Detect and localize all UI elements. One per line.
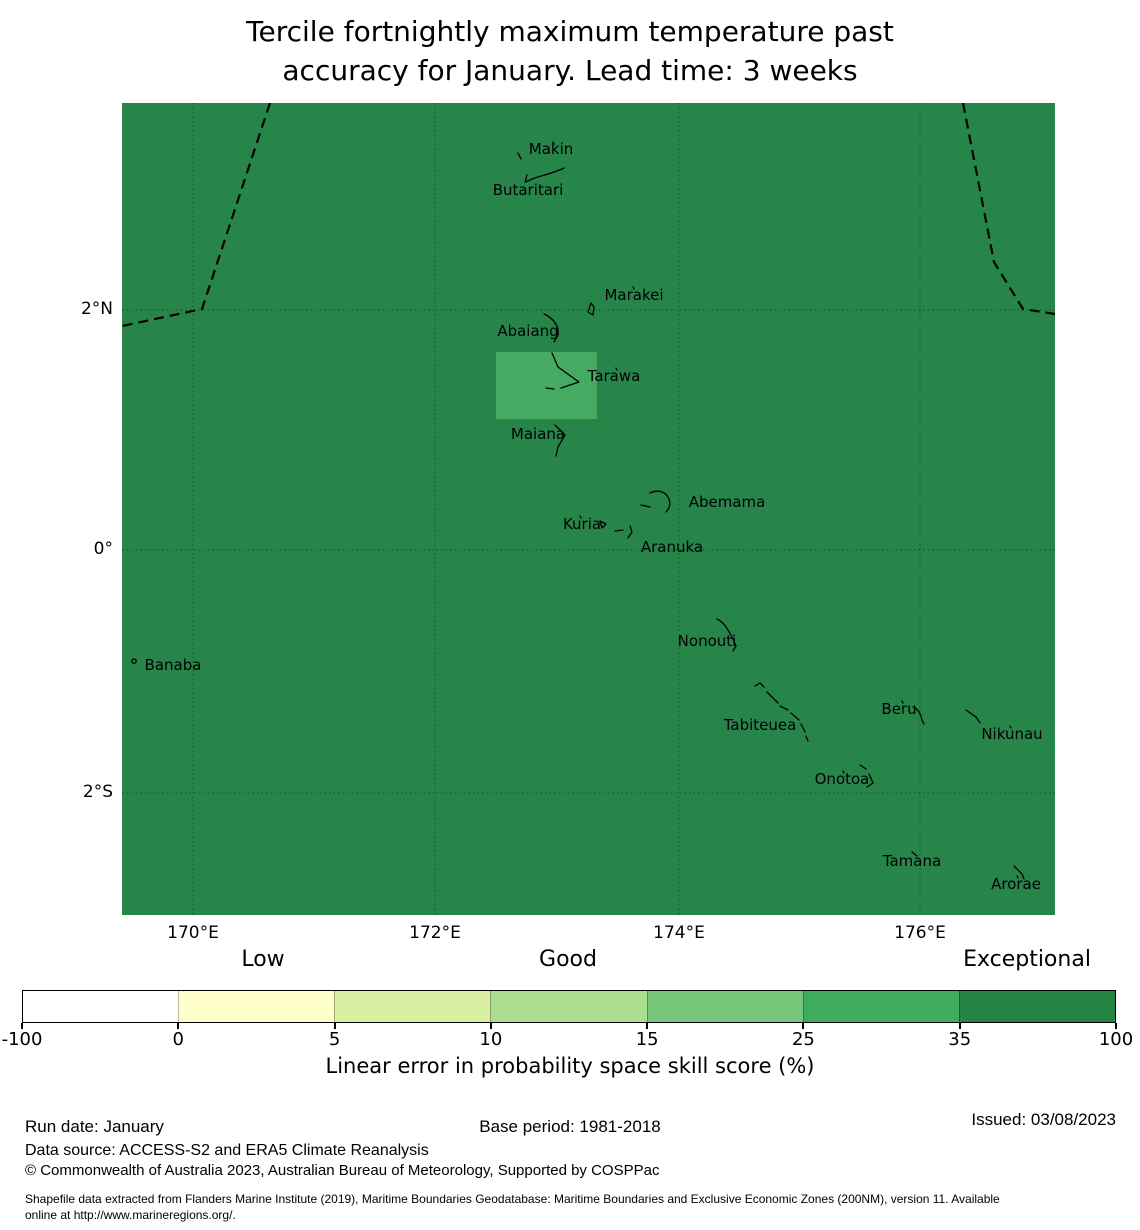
footer-shapefile-attribution (25, 1191, 1130, 1223)
footer-shapefile-line1: Shapefile data extracted from Flanders Marine Institute (2019), Maritime Boundaries Geodatabase: Maritime Boundaries and Exclusive Economic Zones (200NM), version 11. Available (25, 1192, 1000, 1206)
colorbar-tick-label: -100 (1, 1029, 43, 1050)
x-axis-tick-label: 174°E (653, 923, 705, 943)
figure-title (0, 12, 1140, 90)
x-axis-tick-label: 170°E (167, 923, 219, 943)
island-label-tarawa: Tarawa (587, 367, 641, 385)
island-label-abaiang: Abaiang (497, 322, 559, 340)
island-label-marakei: Marakei (604, 286, 664, 304)
island-label-beru: Beru (881, 700, 917, 718)
colorbar-tick-label: 35 (948, 1029, 972, 1050)
island-label-nikunau: Nikunau (981, 725, 1043, 743)
colorbar-tick-label: 25 (791, 1029, 815, 1050)
colorbar-tick-label: 100 (1098, 1029, 1134, 1050)
footer-shapefile-line2: online at http://www.marineregions.org/. (25, 1208, 236, 1222)
x-axis-tick-label: 172°E (409, 923, 461, 943)
skill-scale-label-exceptional: Exceptional (963, 947, 1091, 972)
island-outline-banaba (132, 659, 136, 663)
colorbar-segment (178, 991, 334, 1022)
colorbar-tick-label: 15 (635, 1029, 659, 1050)
colorbar-axis-label: Linear error in probability space skill score (%) (325, 1054, 815, 1078)
map-panel (122, 103, 1055, 915)
map-overlay-svg (122, 103, 1055, 915)
colorbar-tick-label: 10 (479, 1029, 503, 1050)
colorbar (22, 990, 1116, 1023)
eez-boundary-line (963, 103, 1055, 314)
colorbar-segment (23, 991, 178, 1022)
island-label-aranuka: Aranuka (640, 538, 704, 556)
skill-scale-label-good: Good (539, 947, 597, 972)
colorbar-tick-label: 5 (328, 1029, 341, 1050)
footer-copyright: © Commonwealth of Australia 2023, Australian Bureau of Meteorology, Supported by COSPPac (25, 1162, 660, 1179)
island-label-makin: Makin (528, 140, 574, 158)
skill-highlight-cell (496, 352, 597, 419)
x-axis-tick-label: 176°E (894, 923, 946, 943)
footer-run-date: Run date: January (25, 1117, 164, 1136)
footer-issued-date: Issued: 03/08/2023 (971, 1110, 1116, 1129)
skill-scale-label-low: Low (241, 947, 285, 972)
island-outline-aranuka (615, 526, 632, 538)
footer-base-period: Base period: 1981-2018 (479, 1117, 661, 1136)
y-axis-tick-label: 2°N (80, 299, 113, 319)
island-outline-abemama (641, 491, 670, 512)
island-label-maiana: Maiana (510, 425, 566, 443)
colorbar-segment (334, 991, 490, 1022)
island-label-arorae: Arorae (991, 875, 1041, 893)
island-label-banaba: Banaba (144, 656, 202, 674)
figure-title-line2: accuracy for January. Lead time: 3 weeks (282, 54, 858, 87)
eez-boundary-line (122, 103, 270, 326)
y-axis-tick-label: 2°S (82, 782, 113, 802)
colorbar-tick-label: 0 (172, 1029, 185, 1050)
island-label-onotoa: Onotoa (814, 770, 870, 788)
island-label-abemama: Abemama (688, 493, 766, 511)
colorbar-segment (647, 991, 803, 1022)
island-label-tamana: Tamana (882, 852, 942, 870)
figure-title-line1: Tercile fortnightly maximum temperature past (246, 15, 894, 48)
island-label-kuria: Kuria (562, 515, 602, 533)
island-label-tabiteuea: Tabiteuea (723, 716, 797, 734)
island-label-butaritari: Butaritari (492, 181, 564, 199)
colorbar-segment (490, 991, 646, 1022)
y-axis-tick-label: 0° (93, 539, 113, 559)
island-label-nonouti: Nonouti (677, 632, 737, 650)
island-outline-butaritari (525, 168, 564, 182)
colorbar-segment (803, 991, 959, 1022)
footer-data-source: Data source: ACCESS-S2 and ERA5 Climate Reanalysis (25, 1142, 429, 1159)
colorbar-segment (959, 991, 1115, 1022)
